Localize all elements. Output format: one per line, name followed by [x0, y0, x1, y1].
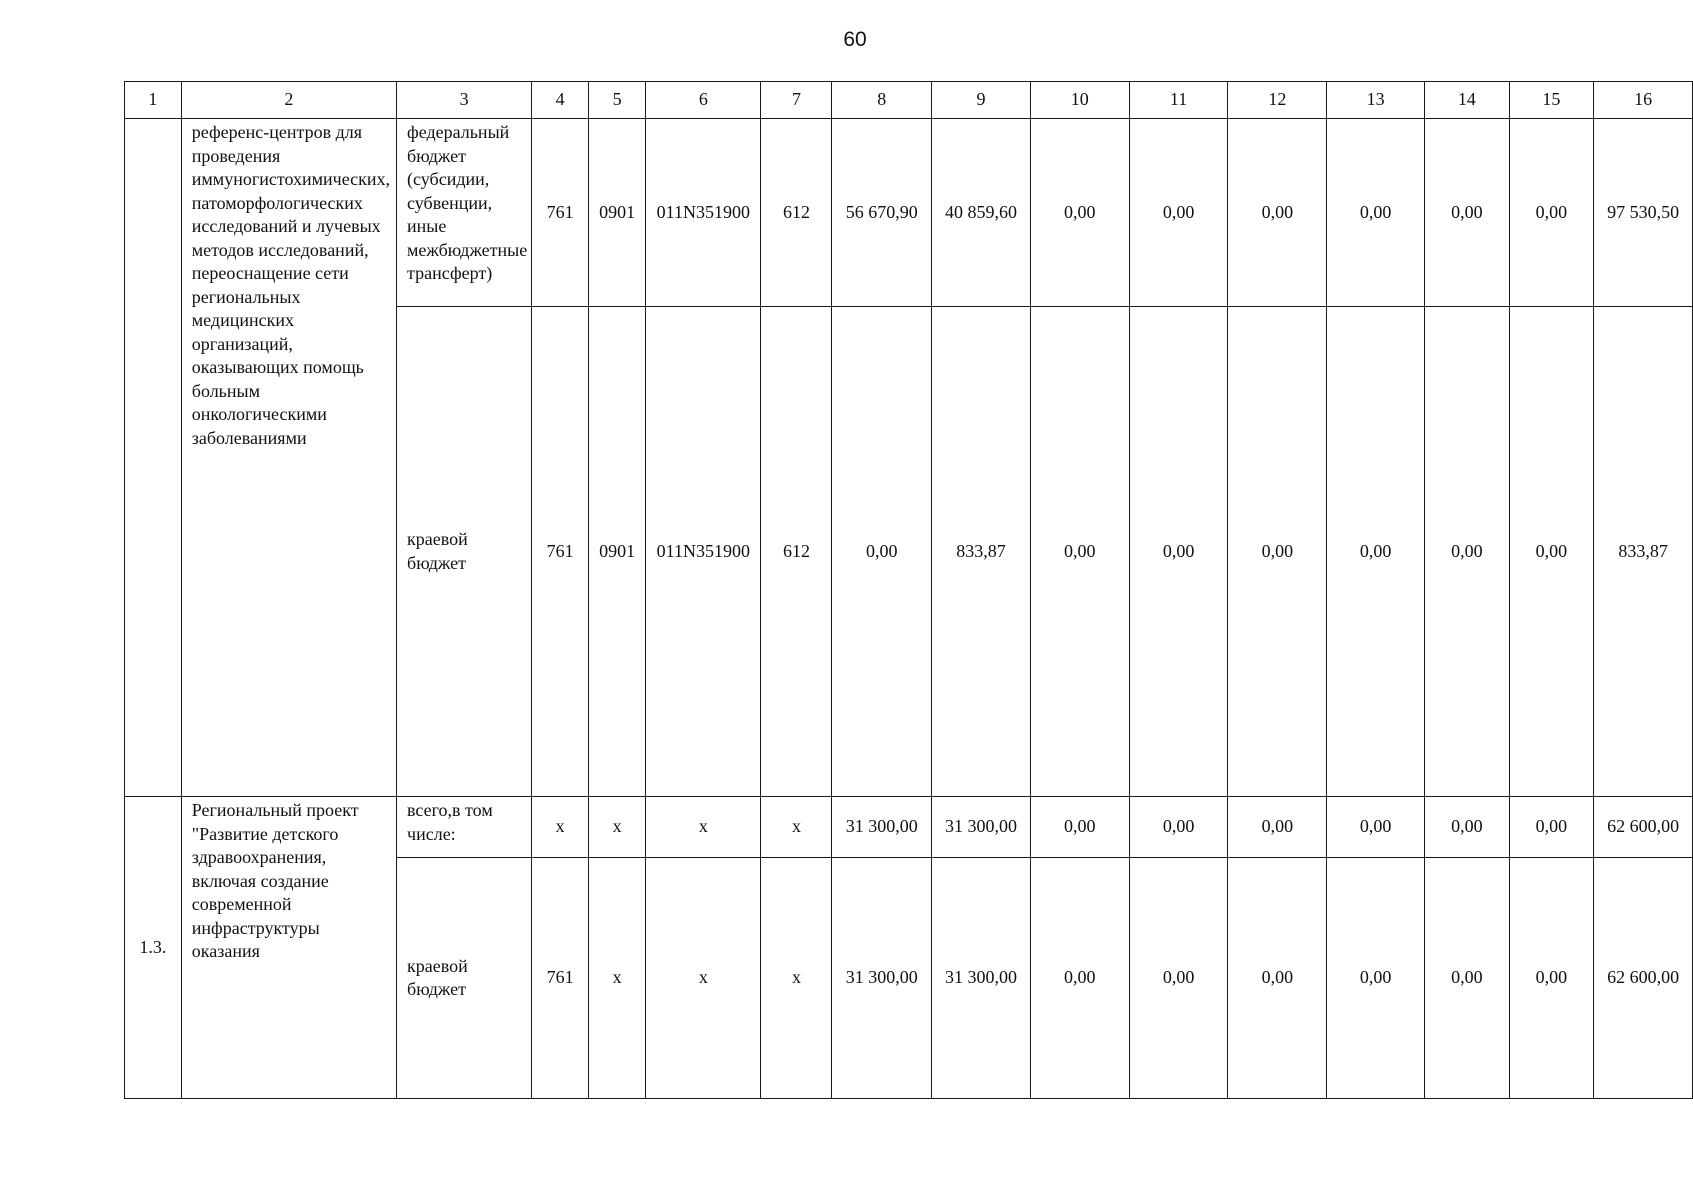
funding-source: федеральный бюджет (субсидии, субвенции, иные межбюджетные трансферт)	[397, 119, 532, 307]
cell-col-11: 0,00	[1129, 119, 1228, 307]
cell-col-16: 97 530,50	[1594, 119, 1693, 307]
page-number: 60	[843, 28, 867, 51]
cell-col-7: 612	[761, 119, 832, 307]
header-cell: 8	[832, 82, 932, 119]
cell-col-10: 0,00	[1030, 858, 1129, 1099]
cell-col-14: 0,00	[1425, 119, 1510, 307]
cell-col-10: 0,00	[1030, 119, 1129, 307]
funding-source: краевой бюджет	[397, 307, 532, 797]
header-cell: 12	[1228, 82, 1327, 119]
header-cell: 15	[1509, 82, 1594, 119]
header-cell: 9	[932, 82, 1031, 119]
cell-col-13: 0,00	[1327, 119, 1425, 307]
cell-col-6: x	[646, 858, 761, 1099]
cell-col-10: 0,00	[1030, 307, 1129, 797]
cell-col-5: x	[589, 797, 646, 858]
cell-col-4: 761	[532, 307, 589, 797]
cell-col-4: x	[532, 797, 589, 858]
cell-col-10: 0,00	[1030, 797, 1129, 858]
header-cell: 3	[397, 82, 532, 119]
activity-description: Региональный проект "Развитие детского здравоохранения, включая создание современной инфраструктуры оказания	[181, 797, 396, 1099]
cell-col-11: 0,00	[1129, 858, 1228, 1099]
row-number-cell	[125, 119, 182, 797]
cell-col-6: 011N351900	[646, 307, 761, 797]
cell-col-14: 0,00	[1425, 307, 1510, 797]
header-cell: 6	[646, 82, 761, 119]
header-cell: 5	[589, 82, 646, 119]
cell-col-13: 0,00	[1327, 797, 1425, 858]
activity-description: референс-центров для проведения иммуногистохимических, патоморфологических исследований и лучевых методов исследований, переоснащение сети региональных медицинских организаций, оказывающих помощь больным онкологическими заболеваниями	[181, 119, 396, 797]
cell-col-9: 40 859,60	[932, 119, 1031, 307]
cell-col-5: 0901	[589, 307, 646, 797]
header-cell: 16	[1594, 82, 1693, 119]
table-row	[125, 119, 1693, 307]
cell-col-16: 62 600,00	[1594, 858, 1693, 1099]
cell-col-5: x	[589, 858, 646, 1099]
cell-col-7: x	[761, 797, 832, 858]
cell-col-8: 0,00	[832, 307, 932, 797]
cell-col-4: 761	[532, 119, 589, 307]
cell-col-15: 0,00	[1509, 797, 1594, 858]
cell-col-4: 761	[532, 858, 589, 1099]
cell-col-9: 31 300,00	[932, 858, 1031, 1099]
cell-col-13: 0,00	[1327, 858, 1425, 1099]
header-row	[125, 82, 1693, 119]
cell-col-5: 0901	[589, 119, 646, 307]
header-cell: 14	[1425, 82, 1510, 119]
cell-col-11: 0,00	[1129, 797, 1228, 858]
cell-col-12: 0,00	[1228, 858, 1327, 1099]
cell-col-14: 0,00	[1425, 797, 1510, 858]
cell-col-13: 0,00	[1327, 307, 1425, 797]
cell-col-14: 0,00	[1425, 858, 1510, 1099]
header-cell: 11	[1129, 82, 1228, 119]
cell-col-15: 0,00	[1509, 307, 1594, 797]
funding-source: всего,в том числе:	[397, 797, 532, 858]
cell-col-9: 833,87	[932, 307, 1031, 797]
header-cell: 13	[1327, 82, 1425, 119]
cell-col-11: 0,00	[1129, 307, 1228, 797]
cell-col-7: x	[761, 858, 832, 1099]
cell-col-15: 0,00	[1509, 858, 1594, 1099]
header-cell: 10	[1030, 82, 1129, 119]
cell-col-9: 31 300,00	[932, 797, 1031, 858]
cell-col-8: 31 300,00	[832, 797, 932, 858]
cell-col-8: 56 670,90	[832, 119, 932, 307]
budget-table	[124, 81, 1693, 1099]
header-cell: 4	[532, 82, 589, 119]
cell-col-16: 833,87	[1594, 307, 1693, 797]
header-cell: 7	[761, 82, 832, 119]
cell-col-15: 0,00	[1509, 119, 1594, 307]
table-row	[125, 797, 1693, 858]
funding-source: краевой бюджет	[397, 858, 532, 1099]
cell-col-8: 31 300,00	[832, 858, 932, 1099]
cell-col-16: 62 600,00	[1594, 797, 1693, 858]
cell-col-6: x	[646, 797, 761, 858]
cell-col-7: 612	[761, 307, 832, 797]
cell-col-12: 0,00	[1228, 797, 1327, 858]
row-number-cell: 1.3.	[125, 797, 182, 1099]
cell-col-6: 011N351900	[646, 119, 761, 307]
header-cell: 2	[181, 82, 396, 119]
cell-col-12: 0,00	[1228, 119, 1327, 307]
cell-col-12: 0,00	[1228, 307, 1327, 797]
header-cell: 1	[125, 82, 182, 119]
